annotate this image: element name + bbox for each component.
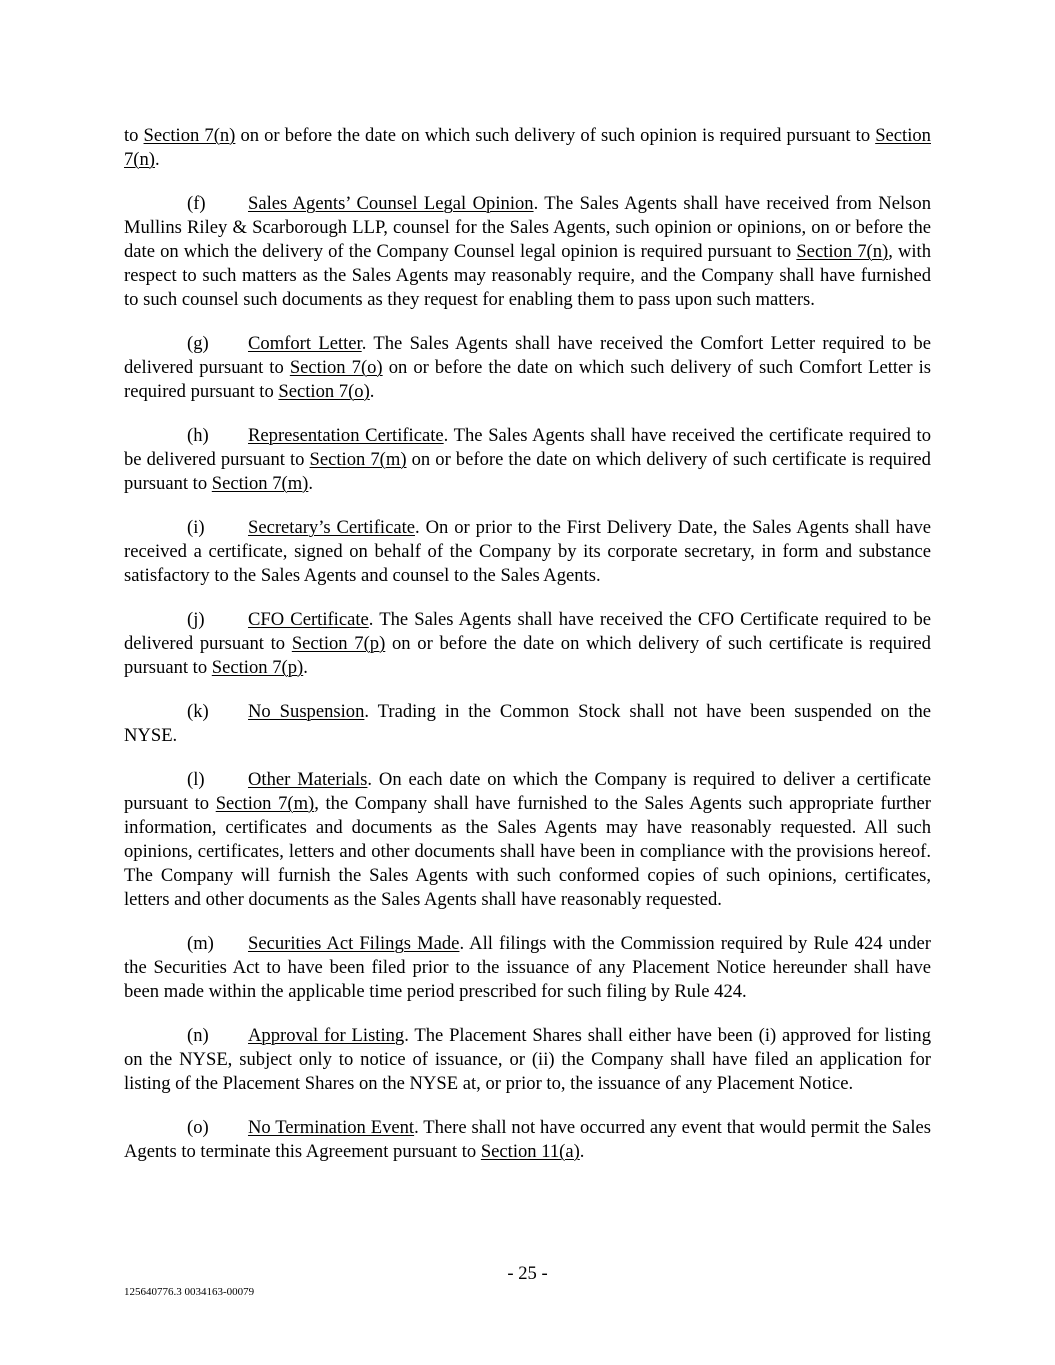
paragraph-heading: CFO Certificate [248, 609, 369, 630]
paragraph-m [124, 932, 931, 1004]
paragraph-letter: (m) [187, 933, 214, 954]
paragraph-heading: Securities Act Filings Made [248, 933, 460, 954]
section-reference: Section 11(a) [480, 1141, 580, 1162]
paragraph-l [124, 768, 931, 912]
text: . On each date on which the Company is required to deliver a certificate pursuant to [124, 769, 931, 814]
text: . The Sales Agents shall have received the Comfort Letter required to be delivered pursuant to [124, 333, 931, 378]
paragraph-heading: Comfort Letter [248, 333, 362, 354]
paragraph-i [124, 516, 931, 588]
paragraph-letter: (l) [187, 769, 205, 790]
paragraph-letter: (n) [187, 1025, 209, 1046]
text: . [308, 473, 314, 494]
text: . [579, 1141, 585, 1162]
paragraph-heading: Other Materials [248, 769, 368, 790]
text: . The Sales Agents shall have received from Nelson Mullins Riley & Scarborough LLP, counsel for the Sales Agents, such opinion or opinions, on or before the date on which the delivery of the Company Counsel legal opinion is required pursuant to [124, 193, 931, 262]
text: . [154, 149, 160, 170]
paragraph-letter: (g) [187, 333, 209, 354]
paragraph-o [124, 1116, 931, 1164]
text: . [303, 657, 308, 678]
text: . Trading in the Common Stock shall not have been suspended on the NYSE. [124, 701, 931, 746]
paragraph-heading: Secretary’s Certificate [248, 517, 415, 538]
paragraph-letter: (j) [187, 609, 205, 630]
section-reference: Section 7(o) [278, 381, 370, 402]
text: , the Company shall have furnished to the Sales Agents such appropriate further information, certificates and documents as the Sales Agents may have reasonably requested. All such opinions, certificates, letters and other documents shall have been in compliance with the provisions hereof. The Company will furnish the Sales Agents with such conformed copies of such opinions, certificates, letters and other documents as the Sales Agents shall have reasonably requested. [124, 793, 931, 910]
section-reference: Section 7(o) [289, 357, 383, 378]
text: on or before the date on which such delivery of such Comfort Letter is required pursuant to [124, 357, 931, 402]
text: . The Sales Agents shall have received the certificate required to be delivered pursuant to [124, 425, 932, 470]
paragraph-letter: (k) [187, 701, 209, 722]
section-reference: Section 7(n) [796, 241, 889, 262]
paragraph-g [124, 332, 931, 404]
paragraph-j [124, 608, 931, 680]
text: . There shall not have occurred any event that would permit the Sales Agents to terminate this Agreement pursuant to [124, 1117, 931, 1162]
text: . On or prior to the First Delivery Date, the Sales Agents shall have received a certificate, signed on behalf of the Company by its corporate secretary, in form and substance satisfactory to the Sales Agents and counsel to the Sales Agents. [124, 517, 931, 586]
paragraph-n [124, 1024, 931, 1096]
paragraph-letter: (o) [187, 1117, 209, 1138]
text: . All filings with the Commission required by Rule 424 under the Securities Act to have been filed prior to the issuance of any Placement Notice hereunder shall have been made within the applicable time period prescribed for such filing by Rule 424. [124, 933, 931, 1002]
section-reference: Section 7(n) [143, 125, 236, 146]
paragraph-heading: No Suspension [248, 701, 365, 722]
paragraph-heading: No Termination Event [248, 1117, 415, 1138]
page-number: - 25 - [507, 1263, 548, 1284]
document-body [124, 124, 931, 1184]
text: . The Placement Shares shall either have been (i) approved for listing on the NYSE, subject only to notice of issuance, or (ii) the Company shall have filed an application for listing of the Placement Shares on the NYSE at, or prior to, the issuance of any Placement Notice. [124, 1025, 932, 1094]
paragraph-letter: (f) [187, 193, 206, 214]
paragraph-h [124, 424, 931, 496]
intro-paragraph [124, 124, 931, 172]
text: . The Sales Agents shall have received the CFO Certificate required to be delivered pursuant to [124, 609, 932, 654]
section-reference: Section 7(n) [124, 125, 931, 170]
section-reference: Section 7(p) [291, 633, 386, 654]
text: on or before the date on which such delivery of such opinion is required pursuant to [235, 125, 876, 146]
text: , with respect to such matters as the Sales Agents may reasonably require, and the Company shall have furnished to such counsel such documents as they request for enabling them to pass upon such matters. [124, 241, 932, 310]
paragraph-heading: Representation Certificate [248, 425, 444, 446]
paragraph-heading: Approval for Listing [248, 1025, 405, 1046]
section-reference: Section 7(p) [211, 657, 304, 678]
text: on or before the date on which delivery of such certificate is required pursuant to [124, 449, 931, 494]
section-reference: Section 7(m) [215, 793, 315, 814]
text: on or before the date on which delivery of such certificate is required pursuant to [124, 633, 931, 678]
text: . [369, 381, 375, 402]
text: to [124, 125, 144, 146]
section-reference: Section 7(m) [309, 449, 407, 470]
paragraph-heading: Sales Agents’ Counsel Legal Opinion [248, 193, 534, 214]
document-id: 125640776.3 0034163-00079 [124, 1286, 255, 1298]
section-reference: Section 7(m) [211, 473, 309, 494]
paragraph-k [124, 700, 931, 748]
paragraph-f [124, 192, 931, 312]
paragraph-letter: (h) [187, 425, 209, 446]
paragraph-letter: (i) [187, 517, 205, 538]
